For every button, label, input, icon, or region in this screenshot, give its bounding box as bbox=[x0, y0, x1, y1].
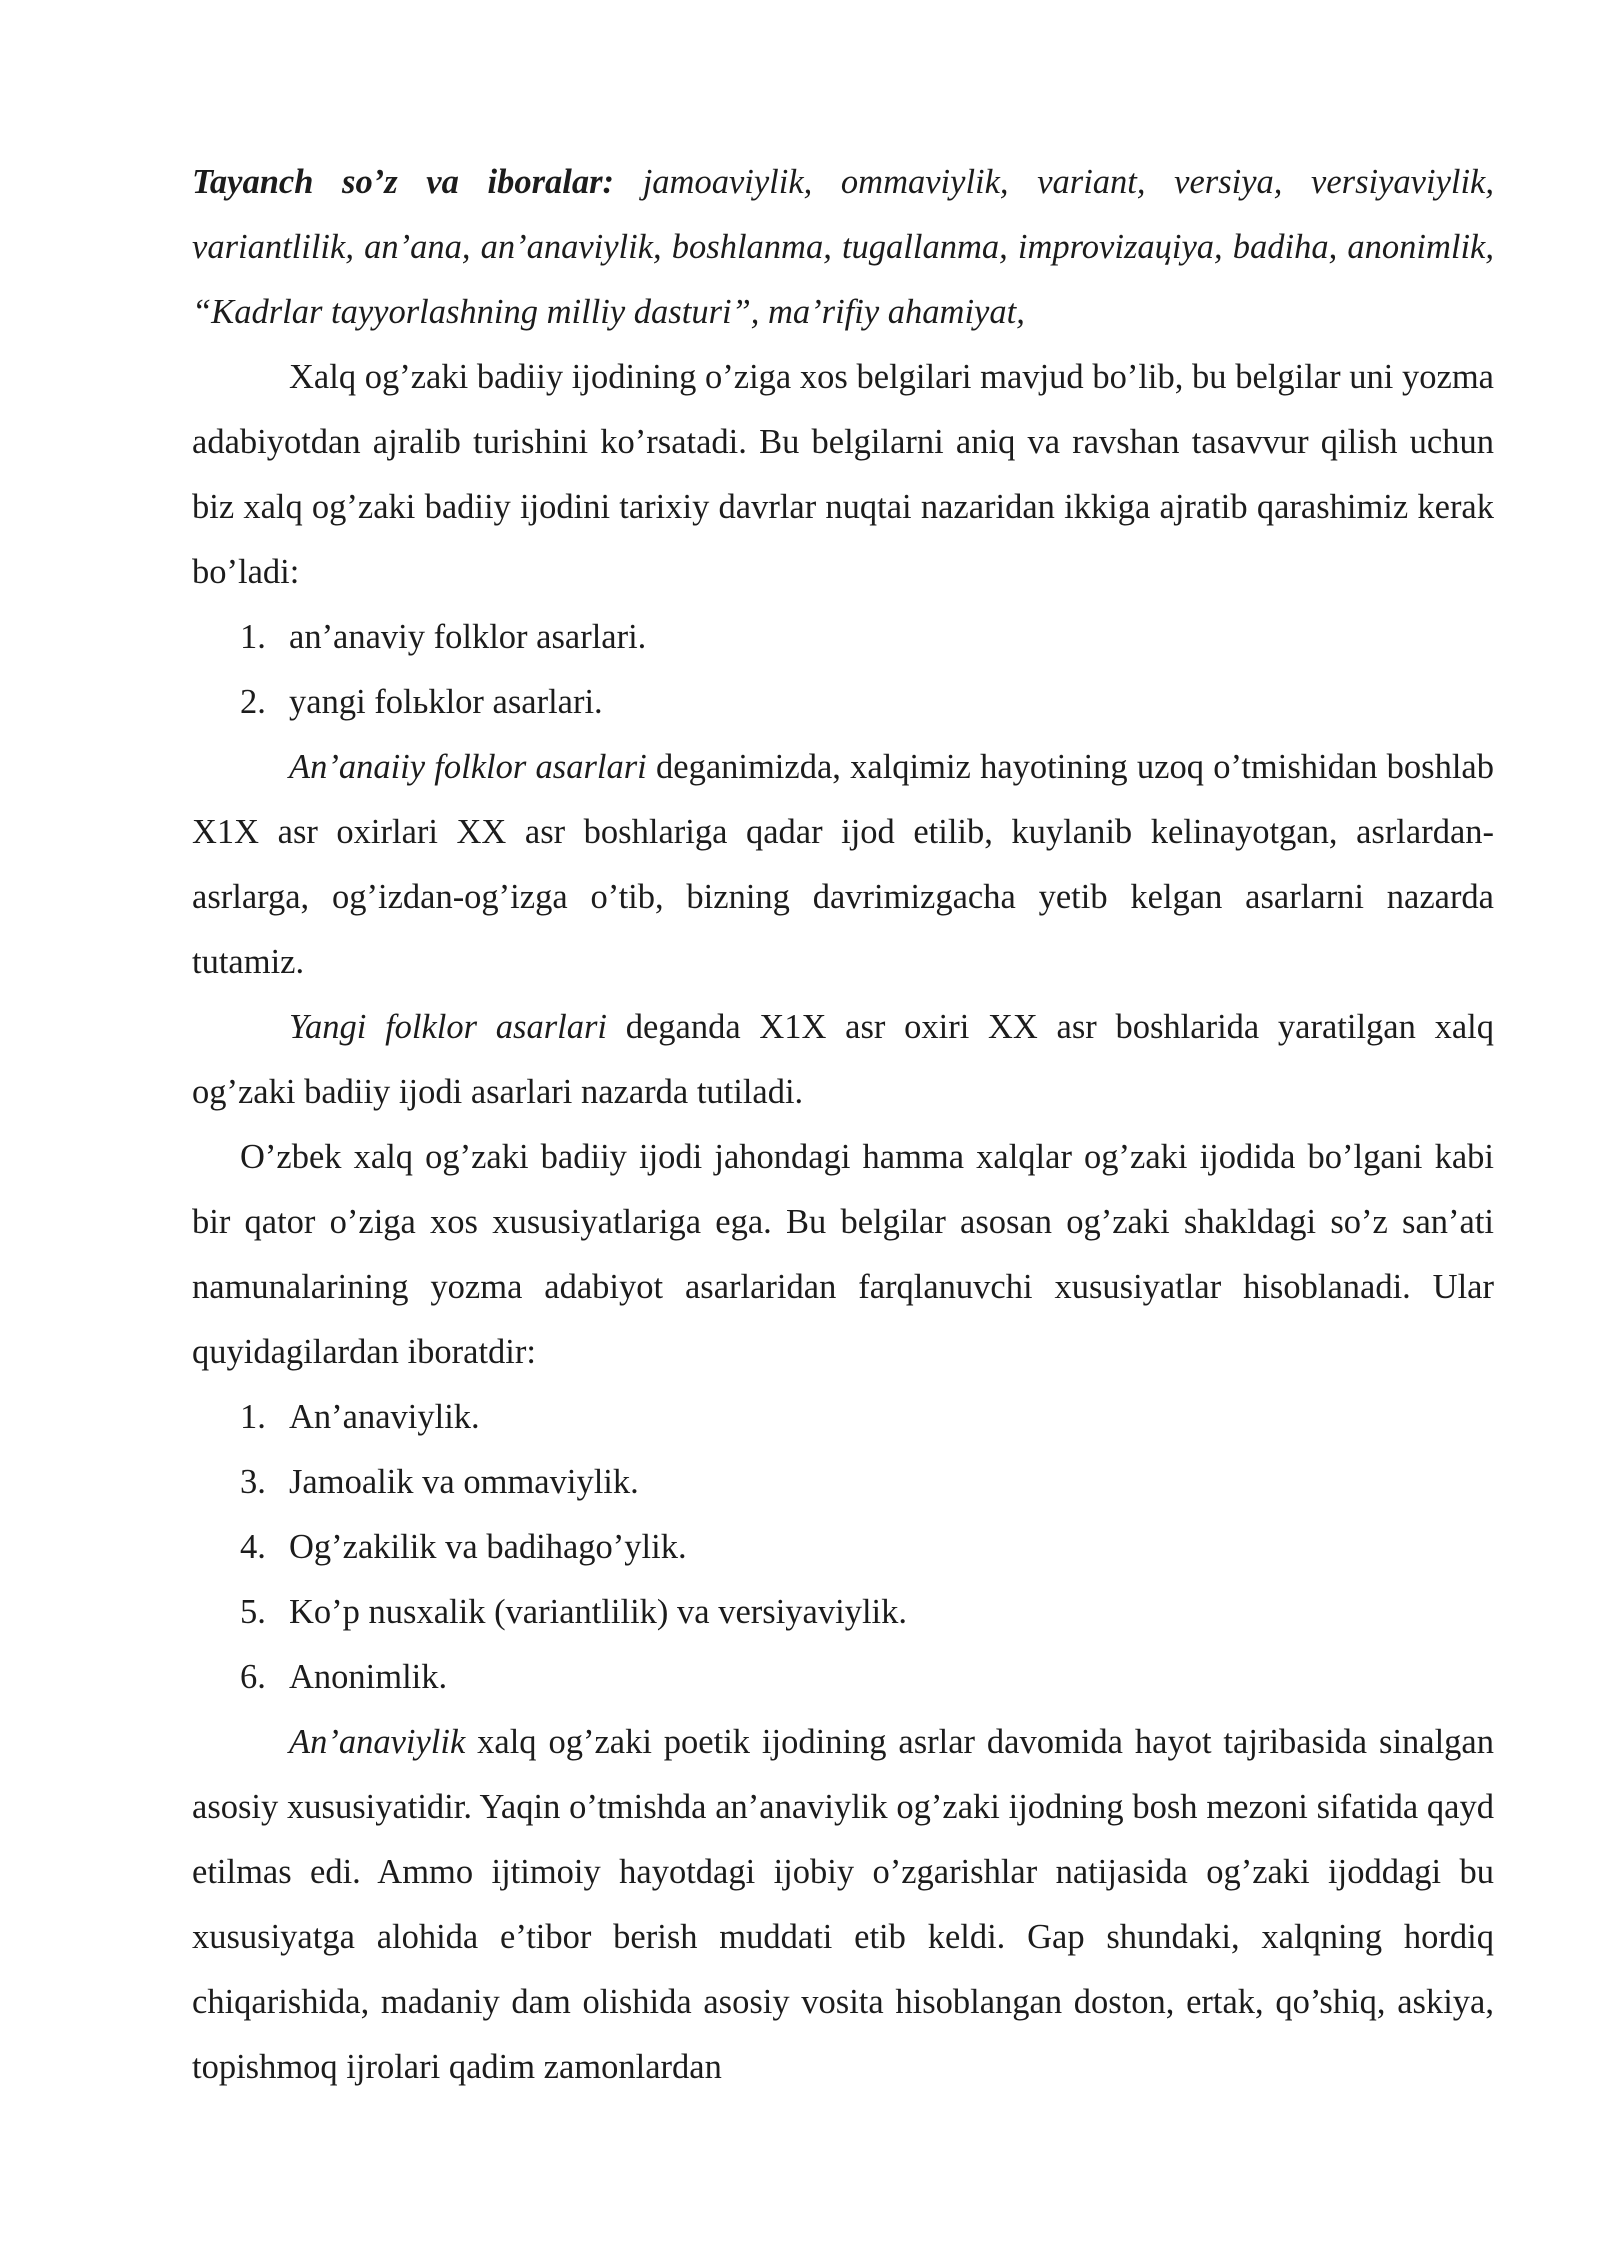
keywords-text: jamoaviylik, ommaviylik, variant, versiya, versiyaviylik, variantlilik, an’ana, an’anaviylik, boshlanma, tugallanma, improvizaцiya, badiha, anonimlik, “Kadrlar tayyorlashning milliy dasturi”, ma’rifiy ahamiyat, bbox=[192, 163, 1494, 331]
list-item-number: 2. bbox=[240, 683, 266, 721]
list-item-text: Anonimlik. bbox=[289, 1658, 448, 1696]
list-item-text: yangi folьklor asarlari. bbox=[289, 683, 603, 721]
list-item-text: Og’zakilik va badihago’ylik. bbox=[289, 1528, 687, 1566]
tradition-text: xalq og’zaki poetik ijodining asrlar davomida hayot tajribasida sinalgan asosiy xususiyatidir. Yaqin o’tmishda an’anaviylik og’zaki ijodning bosh mezoni sifatida qayd etilmas edi. Ammo ijtimoiy hayotdagi ijobiy o’zgarishlar natijasida og’zaki ijoddagi bu xususiyatga alohida e’tibor berish muddati etib keldi. Gap shundaki, xalqning hordiq chiqarishida, madaniy dam olishida asosiy vosita hisoblangan doston, ertak, qo’shiq, askiya, topishmoq ijrolari qadim zamonlardan bbox=[192, 1723, 1494, 2086]
keywords-label: Tayanch so’z va iboralar: bbox=[192, 163, 615, 201]
traditional-folklore-text: deganimizda, xalqimiz hayotining uzoq o’tmishidan boshlab X1X asr oxirlari XX asr boshlariga qadar ijod etilib, kuylanib kelinayotgan, asrlardan-asrlarga, og’izdan-og’izga o’tib, bizning davrimizgacha yetib kelgan asarlarni nazarda tutamiz. bbox=[192, 748, 1494, 981]
list-item bbox=[192, 670, 1494, 735]
periods-list bbox=[192, 605, 1494, 735]
tradition-paragraph bbox=[192, 1710, 1494, 2100]
list-item bbox=[192, 1645, 1494, 1710]
list-item-number: 5. bbox=[240, 1593, 266, 1631]
list-item-number: 1. bbox=[240, 618, 266, 656]
list-item bbox=[192, 1385, 1494, 1450]
list-item bbox=[192, 1515, 1494, 1580]
list-item bbox=[192, 605, 1494, 670]
list-item-text: an’anaviy folklor asarlari. bbox=[289, 618, 647, 656]
keywords-paragraph bbox=[192, 150, 1494, 345]
list-item bbox=[192, 1450, 1494, 1515]
tradition-term: An’anaviylik bbox=[289, 1723, 466, 1761]
traditional-folklore-paragraph bbox=[192, 735, 1494, 995]
list-item bbox=[192, 1580, 1494, 1645]
list-item-text: Ko’p nusxalik (variantlilik) va versiyaviylik. bbox=[289, 1593, 907, 1631]
intro-paragraph: Xalq og’zaki badiiy ijodining o’ziga xos belgilari mavjud bo’lib, bu belgilar uni yozma adabiyotdan ajralib turishini ko’rsatadi. Bu belgilarni aniq va ravshan tasavvur qilish uchun biz xalq og’zaki badiiy ijodini tarixiy davrlar nuqtai nazaridan ikkiga ajratib qarashimiz kerak bo’ladi: bbox=[192, 358, 1494, 591]
uzbek-folklore-paragraph: O’zbek xalq og’zaki badiiy ijodi jahondagi hamma xalqlar og’zaki ijodida bo’lgani kabi bir qator o’ziga xos xususiyatlariga ega. Bu belgilar asosan og’zaki shakldagi so’z san’ati namunalarining yozma adabiyot asarlaridan farqlanuvchi xususiyatlar hisoblanadi. Ular quyidagilardan iboratdir: bbox=[192, 1138, 1494, 1371]
document-page bbox=[192, 150, 1494, 2100]
list-item-number: 3. bbox=[240, 1463, 266, 1501]
new-folklore-text: deganda X1X asr oxiri XX asr boshlarida yaratilgan xalq og’zaki badiiy ijodi asarlari nazarda tutiladi. bbox=[192, 1008, 1494, 1111]
traditional-folklore-term: An’anaiiy folklor asarlari bbox=[289, 748, 647, 786]
new-folklore-paragraph bbox=[192, 995, 1494, 1125]
features-list bbox=[192, 1385, 1494, 1710]
new-folklore-term: Yangi folklor asarlari bbox=[289, 1008, 607, 1046]
list-item-text: An’anaviylik. bbox=[289, 1398, 480, 1436]
list-item-text: Jamoalik va ommaviylik. bbox=[289, 1463, 639, 1501]
list-item-number: 1. bbox=[240, 1398, 266, 1436]
list-item-number: 4. bbox=[240, 1528, 266, 1566]
list-item-number: 6. bbox=[240, 1658, 266, 1696]
